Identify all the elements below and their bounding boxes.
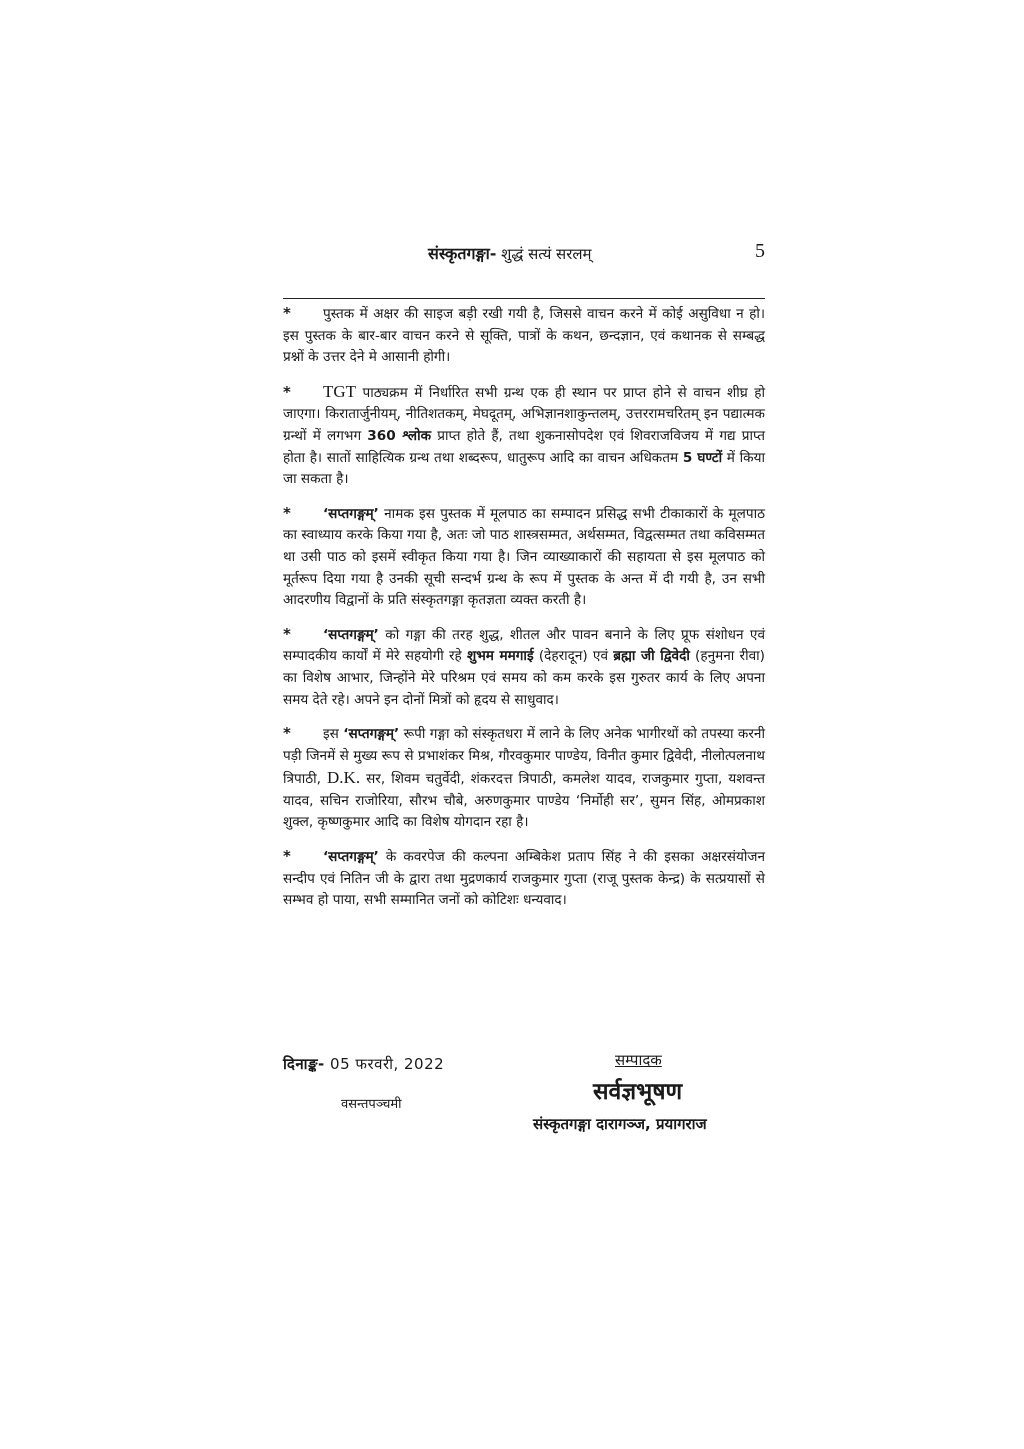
asterisk-bullet-icon: * (283, 304, 291, 322)
emphasized-text: ब्रह्मा जी द्विवेदी (613, 648, 690, 665)
paragraph-text: पाठ्यक्रम में निर्धारित सभी ग्रन्थ एक ही स्थान पर प्राप्त होने से वाचन शीघ्र हो जाएगा। किरातार्जुनीयम्, नीतिशतकम्, मेघदूतम्, अभिज्ञानशाकुन्तलम्, उत्तररामचरितम् इन पद्यात्मक ग्रन्थों में लगभग (283, 384, 765, 444)
paragraph-text: के कवरपेज की कल्पना अम्बिकेश प्रताप सिंह ने की इसका अक्षरसंयोजन सन्दीप एवं नितिन जी के द्वारा तथा मुद्रणकार्य राजकुमार गुप्ता (राजू पुस्तक केन्द्र) के सत्प्रयासों से सम्भव हो पाया, सभी सम्मानित जनों को कोटिशः धन्यवाद। (283, 849, 765, 909)
festival-name: वसन्तपञ्चमी (341, 1097, 402, 1112)
date-label: दिनाङ्क- (283, 1055, 325, 1073)
editor-name: सर्वज्ञभूषण (593, 1079, 683, 1105)
paragraph-text: प्राप्त होते हैं, तथा शुकनासोपदेश एवं शिवराजविजय में गद्य प्राप्त होता है। सातों साहित्यिक ग्रन्थ तथा शब्दरूप, धातुरूप आदि का वाचन अधिकतम (283, 427, 765, 466)
paragraph (283, 381, 765, 491)
paragraph-text: पुस्तक में अक्षर की साइज बड़ी रखी गयी है, जिससे वाचन करने में कोई असुविधा न हो। इस पुस्तक के बार-बार वाचन करने से सूक्ति, पात्रों के कथन, छन्दज्ञान, एवं कथानक से सम्बद्ध प्रश्नों के उत्तर देने मे आसानी होगी। (283, 306, 765, 366)
paragraph-text: नामक इस पुस्तक में मूलपाठ का सम्पादन प्रसिद्ध सभी टीकाकारों के मूलपाठ का स्वाध्याय करके किया गया है, अतः जो पाठ शास्त्रसम्मत, अर्थसम्मत, विद्वत्सम्मत तथा कविसम्मत था उसी पाठ को इसमें स्वीकृत किया गया है। जिन व्याख्याकारों की सहायता से इस मूलपाठ को मूर्तरूप दिया गया है उनकी सूची सन्दर्भ ग्रन्थ के रूप में पुस्तक के अन्त में दी गयी है, उन सभी आदरणीय विद्वानों के प्रति संस्कृतगङ्गा कृतज्ञता व्यक्त करती है। (283, 505, 765, 609)
asterisk-bullet-icon: * (283, 847, 291, 866)
paragraph (283, 846, 765, 912)
paragraph-text: (देहरादून) एवं (533, 648, 614, 665)
asterisk-bullet-icon: * (283, 503, 291, 522)
paragraph-text: D.K. (327, 768, 361, 788)
paragraph-text: (हनुमना रीवा) का विशेष आभार, जिन्होंने मेरे परिश्रम एवं समय को कम करके इस गुरुतर कार्य के लिए अपना समय देते रहे। अपने इन दोनों मित्रों को हृदय से साधुवाद। (283, 648, 765, 708)
paragraph (283, 303, 765, 369)
date-line (283, 1054, 444, 1074)
header-divider (283, 298, 765, 299)
paragraph-text: सर, शिवम चतुर्वेदी, शंकरदत्त त्रिपाठी, कमलेश यादव, राजकुमार गुप्ता, यशवन्त यादव, सचिन राजोरिया, सौरभ चौबे, अरुणकुमार पाण्डेय ‘निर्मोही सर’, सुमन सिंह, ओमप्रकाश शुक्ल, कृष्णकुमार आदि का विशेष योगदान रहा है। (283, 771, 766, 831)
emphasized-text: ‘सप्तगङ्गम्’ (323, 626, 379, 643)
emphasized-text: 360 श्लोक (367, 427, 432, 444)
editor-label: सम्पादक (615, 1051, 662, 1069)
signature-block (283, 1050, 765, 1140)
asterisk-bullet-icon: * (283, 624, 291, 643)
asterisk-bullet-icon: * (283, 382, 291, 401)
paragraph-text: रूपी गङ्गा को संस्कृतधरा में लाने के लिए अनेक भागीरथों को तपस्या करनी पड़ी जिनमें से मुख्य रूप से प्रभाशंकर मिश्र, गौरवकुमार पाण्डेय, विनीत कुमार द्विवेदी, नीलोत्पलनाथ त्रिपाठी, (283, 726, 765, 788)
running-header (283, 242, 765, 266)
emphasized-text: 5 घण्टों (682, 449, 723, 466)
paragraph (283, 723, 765, 834)
page-number: 5 (755, 240, 765, 262)
header-title (428, 242, 591, 264)
emphasized-text: शुभम ममगाई (466, 648, 534, 665)
body-text (283, 303, 765, 924)
paragraph-text: को गङ्गा की तरह शुद्ध, शीतल और पावन बनाने के लिए प्रूफ संशोधन एवं सम्पादकीय कार्यों में मेरे सहयोगी रहे (283, 626, 765, 665)
emphasized-text: ‘सप्तगङ्गम्’ (323, 505, 379, 522)
emphasized-text: ‘सप्तगङ्गम्’ (323, 849, 379, 866)
paragraph-text: TGT (323, 381, 357, 401)
header-title-bold: संस्कृतगङ्गा- (428, 244, 497, 263)
editor-address: संस्कृतगङ्गा दारागञ्ज, प्रयागराज (533, 1115, 707, 1133)
emphasized-text: ‘सप्तगङ्गम्’ (343, 726, 400, 743)
paragraph-text: में किया जा सकता है। (283, 449, 765, 488)
paragraph-text: इस (323, 726, 344, 743)
header-title-tagline: शुद्धं सत्यं सरलम् (496, 245, 592, 263)
paragraph (283, 624, 765, 711)
paragraph (283, 503, 765, 612)
date-value: 05 फरवरी, 2022 (324, 1055, 445, 1073)
asterisk-bullet-icon: * (283, 724, 291, 743)
